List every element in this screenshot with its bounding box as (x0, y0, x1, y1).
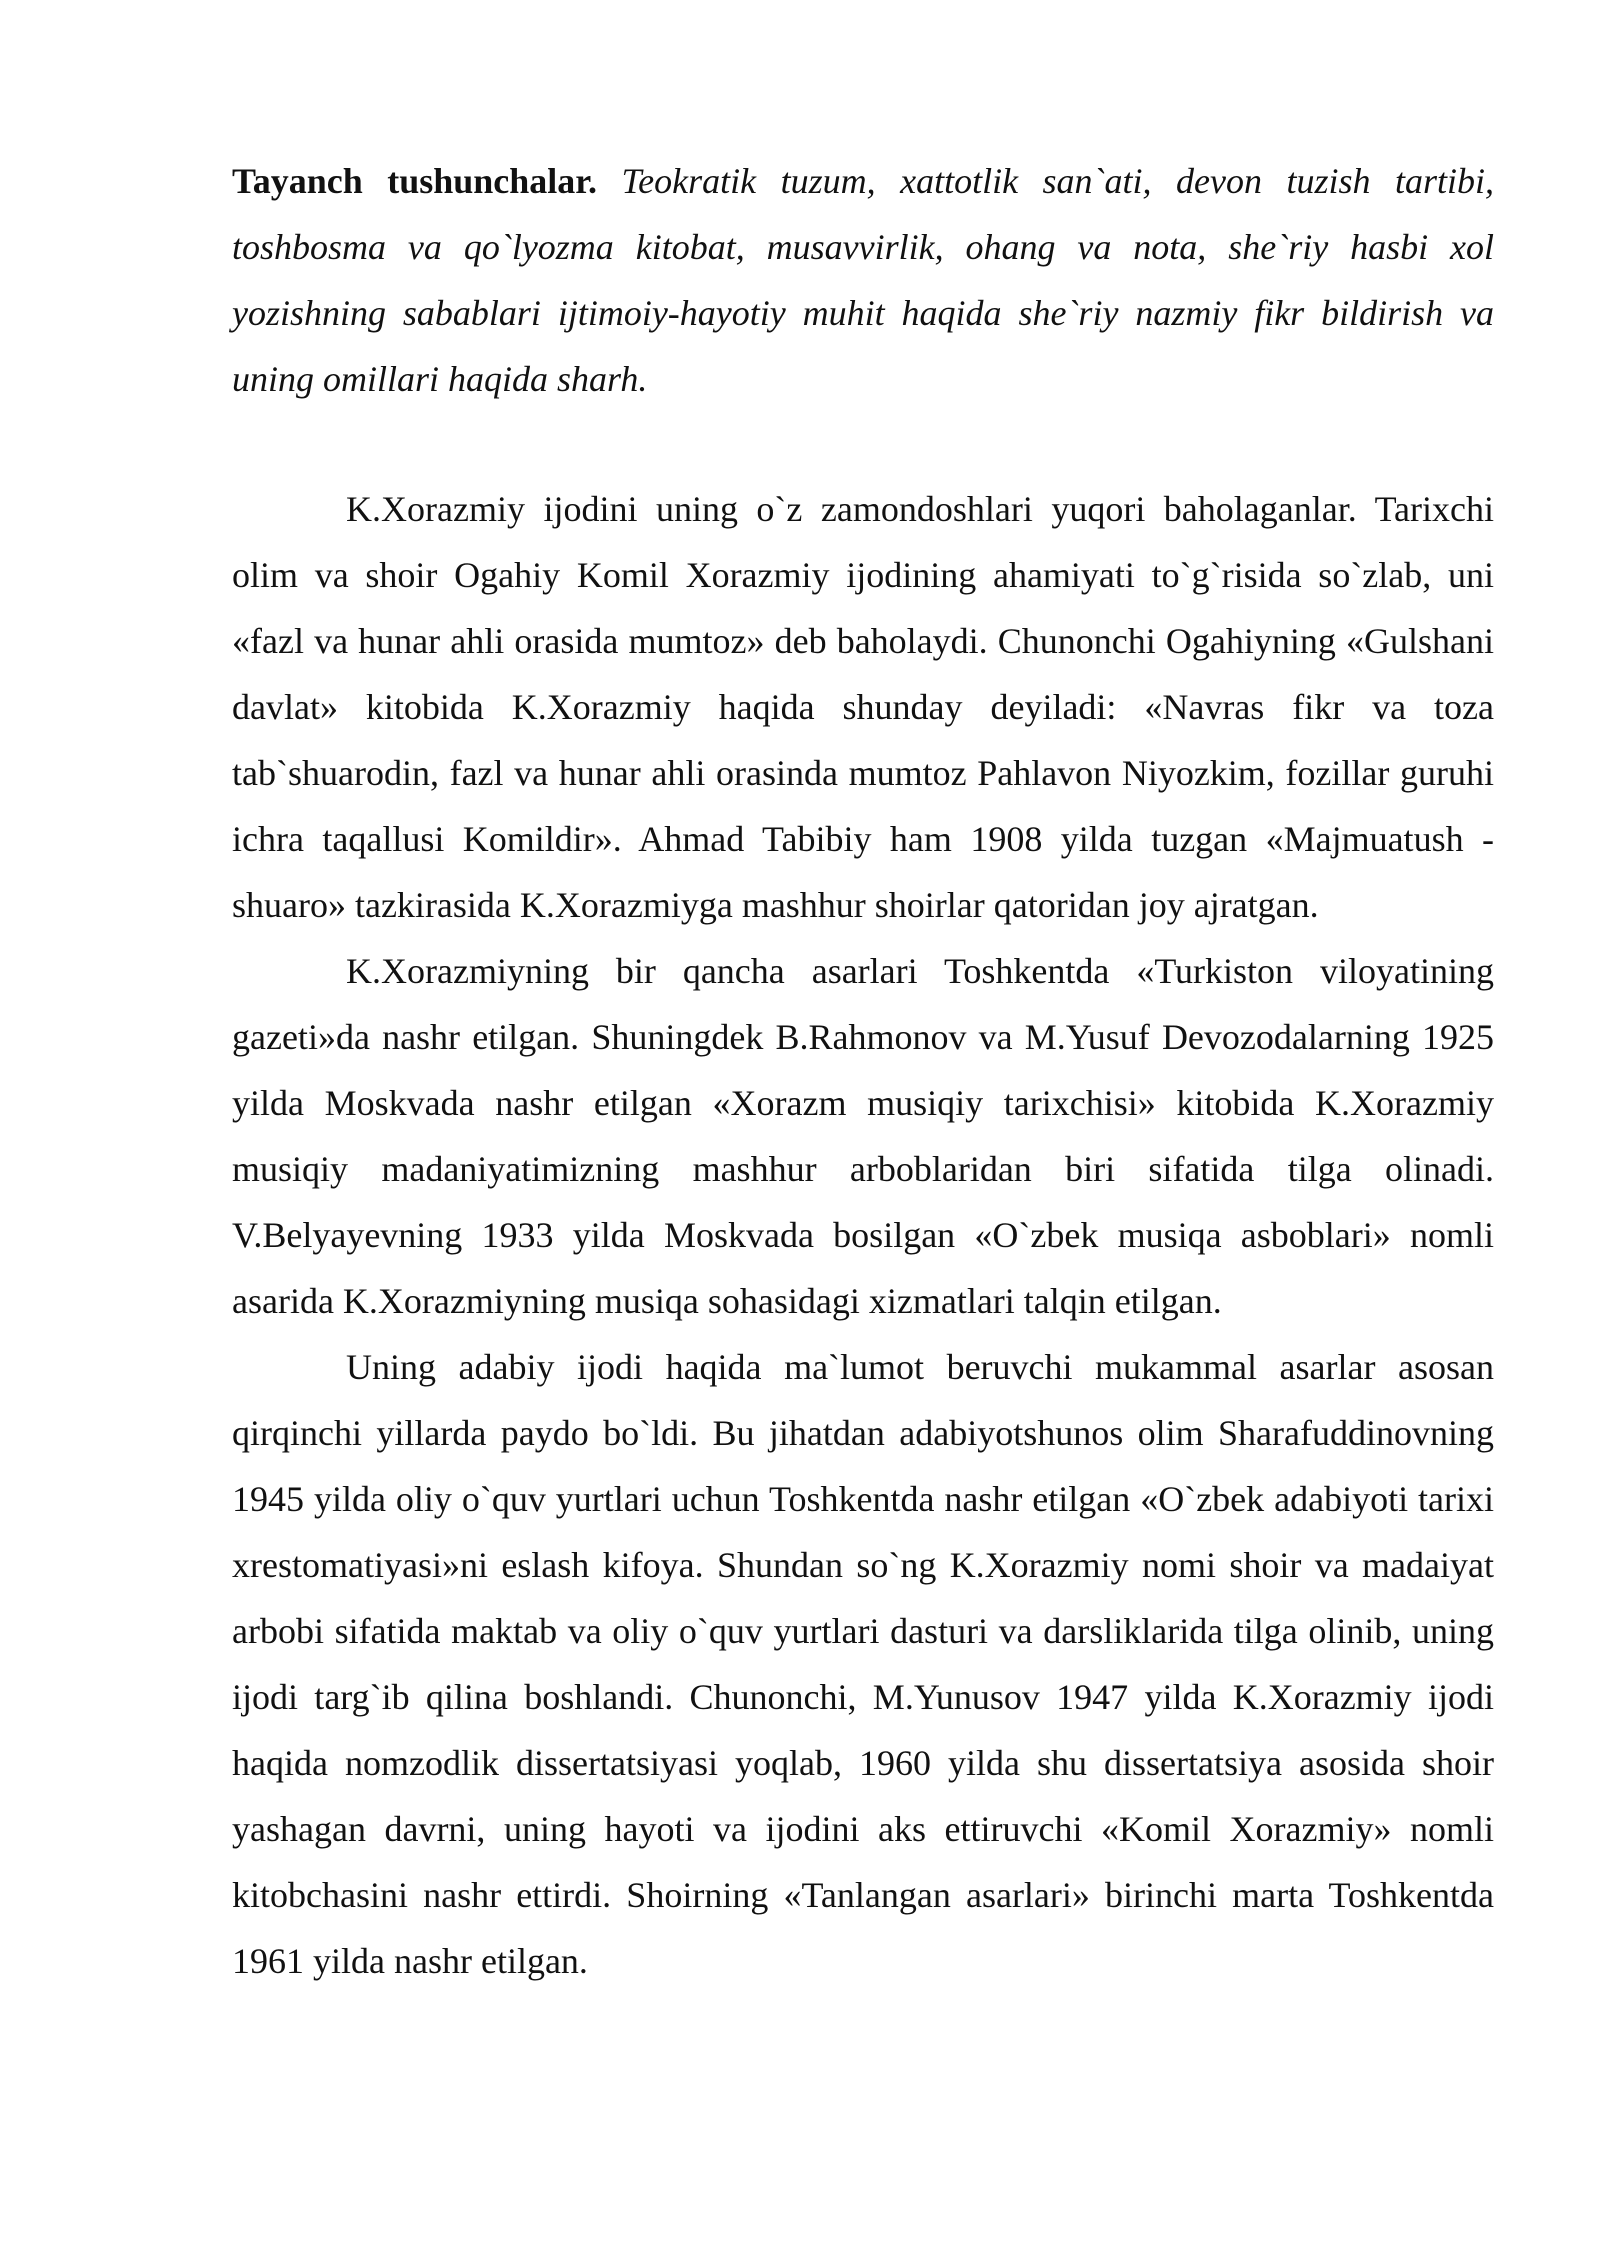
document-body (232, 148, 1494, 1994)
key-concepts-label: Tayanch tushunchalar. (232, 161, 597, 201)
body-paragraph-3: Uning adabiy ijodi haqida ma`lumot beruvchi mukammal asarlar asosan qirqinchi yillarda paydo bo`ldi. Bu jihatdan adabiyotshunos olim Sharafuddinovning 1945 yilda oliy o`quv yurtlari uchun Toshkentda nashr etilgan «O`zbek adabiyoti tarixi xrestomatiyasi»ni eslash kifoya. Shundan so`ng K.Xorazmiy nomi shoir va madaiyat arbobi sifatida maktab va oliy o`quv yurtlari dasturi va darsliklarida tilga olinib, uning ijodi targ`ib qilina boshlandi. Chunonchi, M.Yunusov 1947 yilda K.Xorazmiy ijodi haqida nomzodlik dissertatsiyasi yoqlab, 1960 yilda shu dissertatsiya asosida shoir yashagan davrni, uning hayoti va ijodini aks ettiruvchi «Komil Xorazmiy» nomli kitobchasini nashr ettirdi. Shoirning «Tanlangan asarlari» birinchi marta Toshkentda 1961 yilda nashr etilgan. (232, 1347, 1494, 1981)
key-concepts-text: Teokratik tuzum, xattotlik san`ati, devon tuzish tartibi, toshbosma va qo`lyozma kitobat, musavvirlik, ohang va nota, she`riy hasbi xol yozishning sabablari ijtimoiy-hayotiy muhit haqida she`riy nazmiy fikr bildirish va uning omillari haqida sharh. (232, 161, 1494, 399)
body-paragraph-2: K.Xorazmiyning bir qancha asarlari Toshkentda «Turkiston viloyatining gazeti»da nashr etilgan. Shuningdek B.Rahmonov va M.Yusuf Devozodalarning 1925 yilda Moskvada nashr etilgan «Xorazm musiqiy tarixchisi» kitobida K.Xorazmiy musiqiy madaniyatimizning mashhur arboblaridan biri sifatida tilga olinadi. V.Belyayevning 1933 yilda Moskvada bosilgan «O`zbek musiqa asboblari» nomli asarida K.Xorazmiyning musiqa sohasidagi xizmatlari talqin etilgan. (232, 951, 1494, 1321)
key-concepts-paragraph (232, 148, 1494, 412)
body-paragraph-1: K.Xorazmiy ijodini uning o`z zamondoshlari yuqori baholaganlar. Tarixchi olim va shoir Ogahiy Komil Xorazmiy ijodining ahamiyati to`g`risida so`zlab, uni «fazl va hunar ahli orasida mumtoz» deb baholaydi. Chunonchi Ogahiyning «Gulshani davlat» kitobida K.Xorazmiy haqida shunday deyiladi: «Navras fikr va toza tab`shuarodin, fazl va hunar ahli orasinda mumtoz Pahlavon Niyozkim, fozillar guruhi ichra taqallusi Komildir». Ahmad Tabibiy ham 1908 yilda tuzgan «Majmuatush - shuaro» tazkirasida K.Xorazmiyga mashhur shoirlar qatoridan joy ajratgan. (232, 489, 1494, 925)
paragraph-spacer (232, 412, 1494, 476)
